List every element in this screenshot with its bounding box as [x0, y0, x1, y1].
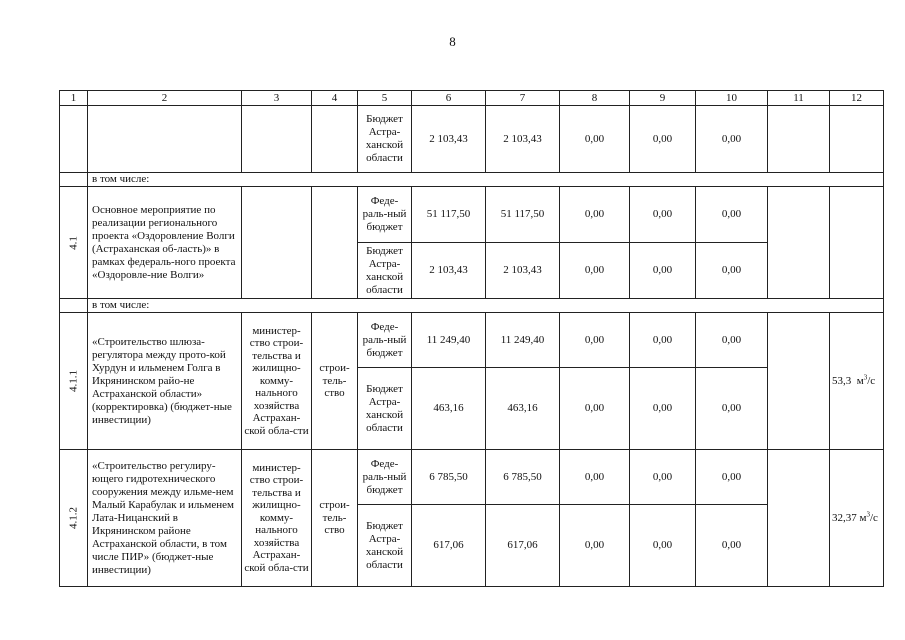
value-cell: 51 117,50: [486, 187, 560, 243]
value-cell: 0,00: [560, 106, 630, 173]
value-cell: 0,00: [560, 243, 630, 299]
value-cell: 617,06: [486, 505, 560, 587]
table-row: [60, 187, 884, 243]
table-row: [60, 313, 884, 368]
header-row: [60, 91, 884, 106]
header-cell: 1: [60, 91, 88, 106]
value-cell: 0,00: [630, 243, 696, 299]
header-cell: 9: [630, 91, 696, 106]
header-cell: 3: [242, 91, 312, 106]
row-index: 4.1: [60, 187, 88, 299]
header-cell: 4: [312, 91, 358, 106]
value-cell: 0,00: [630, 368, 696, 450]
value-cell: 0,00: [630, 106, 696, 173]
value-cell: 6 785,50: [486, 450, 560, 505]
measure-description: Основное мероприятие по реализации регионального проекта «Оздоровление Волги (Астраханская об-ласть)» в рамках федераль-ного проекта «Оздоровле-ние Волги»: [88, 187, 242, 299]
table-row: [60, 106, 884, 173]
value-cell: 2 103,43: [412, 106, 486, 173]
header-cell: 5: [358, 91, 412, 106]
value-cell: 0,00: [696, 505, 768, 587]
in-that-number-label: в том числе:: [88, 173, 884, 187]
value-cell: 0,00: [560, 505, 630, 587]
value-cell: 617,06: [412, 505, 486, 587]
value-cell: 11 249,40: [486, 313, 560, 368]
source-cell: Бюджет Астра-ханской области: [358, 106, 412, 173]
value-cell: 0,00: [630, 505, 696, 587]
value-cell: 0,00: [630, 313, 696, 368]
value-cell: 0,00: [560, 313, 630, 368]
row-index: 4.1.1: [60, 313, 88, 450]
source-cell: Феде-раль-ный бюджет: [358, 450, 412, 505]
value-cell: 11 249,40: [412, 313, 486, 368]
value-cell: 0,00: [696, 313, 768, 368]
header-cell: 11: [768, 91, 830, 106]
source-cell: Феде-раль-ный бюджет: [358, 313, 412, 368]
subtotal-label-row: [60, 173, 884, 187]
responsible-body: министер-ство строи-тельства и жилищно-комму-нального хозяйства Астрахан-ской обла-сти: [242, 450, 312, 587]
value-cell: 0,00: [696, 243, 768, 299]
source-cell: Феде-раль-ный бюджет: [358, 187, 412, 243]
value-cell: 0,00: [560, 368, 630, 450]
source-cell: Бюджет Астра-ханской области: [358, 368, 412, 450]
value-cell: 0,00: [630, 187, 696, 243]
work-type: строи-тель-ство: [312, 450, 358, 587]
value-cell: 0,00: [696, 368, 768, 450]
value-cell: 6 785,50: [412, 450, 486, 505]
value-cell: 2 103,43: [412, 243, 486, 299]
header-cell: 7: [486, 91, 560, 106]
in-that-number-label: в том числе:: [88, 299, 884, 313]
header-cell: 6: [412, 91, 486, 106]
value-cell: 0,00: [696, 187, 768, 243]
value-cell: 51 117,50: [412, 187, 486, 243]
capacity-cell: 32,37 $м^3/с$: [830, 450, 884, 587]
header-cell: 10: [696, 91, 768, 106]
value-cell: 0,00: [560, 450, 630, 505]
value-cell: 2 103,43: [486, 106, 560, 173]
source-cell: Бюджет Астра-ханской области: [358, 505, 412, 587]
value-cell: 0,00: [630, 450, 696, 505]
value-cell: 463,16: [412, 368, 486, 450]
header-cell: 12: [830, 91, 884, 106]
row-index: 4.1.2: [60, 450, 88, 587]
capacity-cell: 53,3 $м^3/с$: [830, 313, 884, 450]
measure-description: «Строительство шлюза-регулятора между прото-кой Хурдун и ильменем Голга в Икрянинском райо-не Астраханской области» (корректировка) (бюджет-ные инвестиции): [88, 313, 242, 450]
table-row: [60, 450, 884, 505]
value-cell: 2 103,43: [486, 243, 560, 299]
measure-description: «Строительство регулиру-ющего гидротехнического сооружения между ильме-нем Малый Карабулак и ильменем Лата-Ницанский в Икрянинском районе Астраханской области, в том числе ПИР» (бюджет-ные инвестиции): [88, 450, 242, 587]
budget-table: [59, 90, 884, 587]
value-cell: 0,00: [696, 106, 768, 173]
responsible-body: министер-ство строи-тельства и жилищно-комму-нального хозяйства Астрахан-ской обла-сти: [242, 313, 312, 450]
source-cell: Бюджет Астра-ханской области: [358, 243, 412, 299]
value-cell: 463,16: [486, 368, 560, 450]
header-cell: 8: [560, 91, 630, 106]
value-cell: 0,00: [696, 450, 768, 505]
header-cell: 2: [88, 91, 242, 106]
subtotal-label-row: [60, 299, 884, 313]
work-type: строи-тель-ство: [312, 313, 358, 450]
page-number: 8: [449, 34, 456, 49]
value-cell: 0,00: [560, 187, 630, 243]
